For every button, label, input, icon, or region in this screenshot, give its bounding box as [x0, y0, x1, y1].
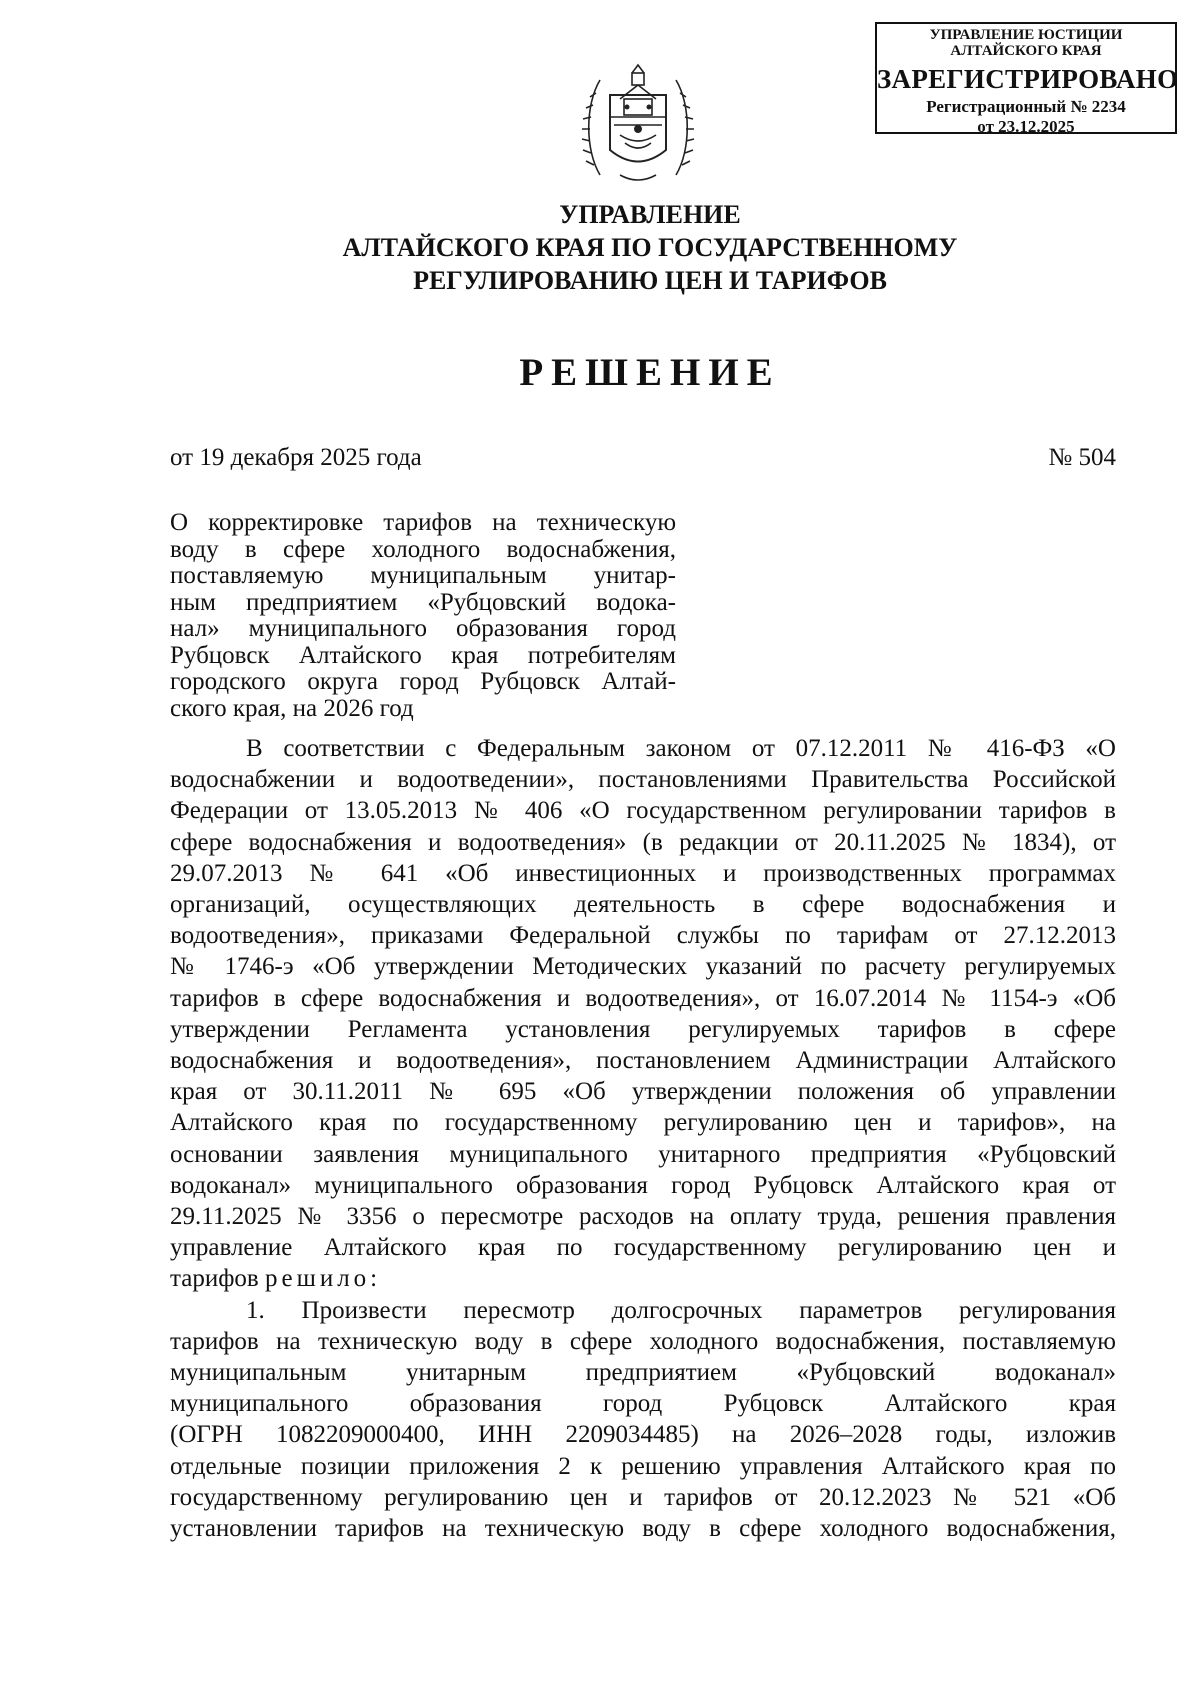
subject-line: воду в сфере холодного водоснабжения, — [170, 535, 676, 563]
document-subject — [170, 510, 676, 722]
preamble-line: управление Алтайского края по государственному регулированию цен и — [170, 1234, 1116, 1262]
preamble-line: водоснабжении и водоотведении», постановлениями Правительства Российской — [170, 766, 1116, 794]
preamble-line: 29.11.2025 № 3356 о пересмотре расходов на оплату труда, решения правления — [170, 1203, 1116, 1231]
subject-line: ского края, на 2026 год — [170, 694, 414, 722]
item1-line: тарифов на техническую воду в сфере холодного водоснабжения, поставляемую — [170, 1327, 1116, 1355]
item1-line: муниципальным унитарным предприятием «Рубцовский водоканал» — [170, 1359, 1116, 1387]
stamp-line2: АЛТАЙСКОГО КРАЯ — [950, 43, 1102, 59]
item1-line: (ОГРН 1082209000400, ИНН 2209034485) на 2026–2028 годы, изложив — [170, 1421, 1116, 1449]
preamble-line: основании заявления муниципального унитарного предприятия «Рубцовский — [170, 1140, 1116, 1168]
item1-line: 1. Произвести пересмотр долгосрочных параметров регулирования — [246, 1296, 1116, 1324]
document-body — [170, 733, 1116, 1544]
item1-line: муниципального образования город Рубцовск Алтайского края — [170, 1390, 1116, 1418]
item1-line: отдельные позиции приложения 2 к решению управления Алтайского края по — [170, 1452, 1116, 1480]
preamble-line: Федерации от 13.05.2013 № 406 «О государственном регулировании тарифов в — [170, 797, 1116, 825]
header-line3: РЕГУЛИРОВАНИЮ ЦЕН И ТАРИФОВ — [413, 266, 887, 295]
preamble-line: В соответствии с Федеральным законом от 07.12.2011 № 416-ФЗ «О — [246, 735, 1116, 762]
stamp-authority — [877, 27, 1175, 59]
date-number-line — [170, 443, 1116, 473]
preamble-line: тарифов в сфере водоснабжения и водоотведения», от 16.07.2014 № 1154-э «Об — [170, 984, 1116, 1012]
preamble-line: утверждении Регламента установления регулируемых тарифов в сфере — [170, 1015, 1116, 1043]
preamble-line: 29.07.2013 № 641 «Об инвестиционных и производственных программах — [170, 859, 1116, 887]
subject-line: нал» муниципального образования город — [170, 615, 676, 642]
stamp-line1: УПРАВЛЕНИЕ ЮСТИЦИИ — [929, 27, 1123, 43]
subject-line: О корректировке тарифов на техническую — [170, 509, 676, 536]
authority-header — [0, 198, 1200, 297]
header-line1: УПРАВЛЕНИЕ — [559, 200, 741, 229]
subject-line: Рубцовск Алтайского края потребителям — [170, 641, 676, 669]
subject-line: поставляемую муниципальным унитар- — [170, 562, 676, 589]
preamble-line: № 1746-э «Об утверждении Методических указаний по расчету регулируемых — [170, 953, 1116, 981]
item1-line: государственному регулированию цен и тарифов от 20.12.2023 № 521 «Об — [170, 1483, 1116, 1511]
document-date: от 19 декабря 2025 года — [170, 444, 422, 471]
subject-line: городского округа город Рубцовск Алтай- — [170, 668, 676, 695]
stamp-status: ЗАРЕГИСТРИРОВАНО — [877, 64, 1179, 94]
preamble-last-line — [170, 1263, 1116, 1294]
stamp-reg-number: Регистрационный № 2234 — [926, 97, 1126, 116]
document-number: № 504 — [1048, 444, 1116, 471]
preamble-line: водоснабжения и водоотведения», постановлением Администрации Алтайского — [170, 1047, 1116, 1075]
subject-line: ным предприятием «Рубцовский водока- — [170, 588, 676, 616]
preamble-line: Алтайского края по государственному регулированию цен и тарифов», на — [170, 1109, 1116, 1137]
stamp-reg-date: от 23.12.2025 — [977, 117, 1075, 136]
registration-stamp — [875, 22, 1177, 134]
preamble-line: сфере водоснабжения и водоотведения» (в редакции от 20.11.2025 № 1834), от — [170, 828, 1116, 856]
preamble-line: края от 30.11.2011 № 695 «Об утверждении положения об управлении — [170, 1078, 1116, 1106]
item1-line: установлении тарифов на техническую воду в сфере холодного водоснабжения, — [170, 1515, 1116, 1543]
coat-of-arms-icon — [580, 55, 696, 190]
preamble-line: водоканал» муниципального образования город Рубцовск Алтайского края от — [170, 1171, 1116, 1199]
document-type-title: РЕШЕНИЕ — [519, 351, 781, 394]
decided-word: решило: — [264, 1265, 382, 1293]
preamble-end: тарифов — [170, 1265, 259, 1293]
preamble-line: водоотведения», приказами Федеральной службы по тарифам от 27.12.2013 — [170, 922, 1116, 950]
header-line2: АЛТАЙСКОГО КРАЯ ПО ГОСУДАРСТВЕННОМУ — [342, 233, 958, 262]
preamble-line: организаций, осуществляющих деятельность в сфере водоснабжения и — [170, 891, 1116, 919]
